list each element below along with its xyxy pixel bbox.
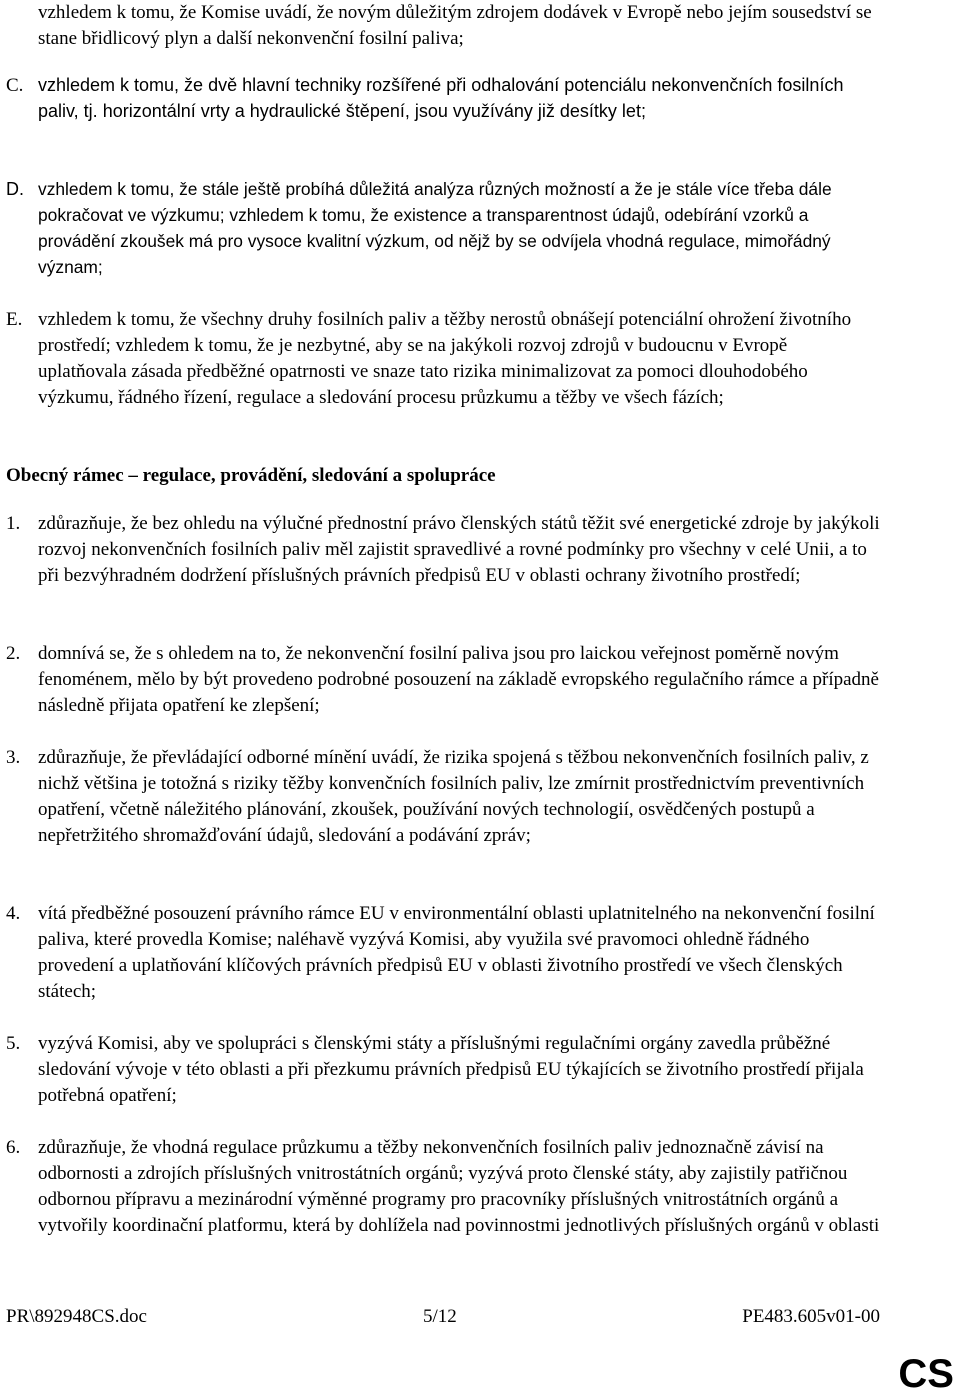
recital-d-number: D. — [6, 179, 24, 199]
footer-pe-reference: PE483.605v01-00 — [742, 1306, 880, 1327]
item-3-number: 3. — [6, 747, 21, 768]
item-5-number: 5. — [6, 1033, 21, 1054]
item-3-text: zdůrazňuje, že převládající odborné mínění uvádí, že rizika spojená s těžbou nekonvenčních fosilních paliv, z nichž většina je totožná s riziky těžby konvenčních fosilních paliv, lze zmírnit prostřednictvím preventivních opatření, včetně náležitého plánování, zkoušek, používání nových technologií, osvědčených postupů a nepřetržitého shromažďování údajů, sledování a podávání zpráv; — [38, 747, 869, 846]
recital-e-text: vzhledem k tomu, že všechny druhy fosilních paliv a těžby nerostů obnášejí potenciální ohrožení životního prostředí; vzhledem k tomu, že je nezbytné, aby se na jakýkoli rozvoj zdrojů v budoucnu v Evropě uplatňovala zásada předběžné opatrnosti ve snaze tato rizika minimalizovat za pomoci dlouhodobého výzkumu, řádného řízení, regulace a sledování procesu průzkumu a těžby ve všech fázích; — [38, 309, 852, 408]
item-1-number: 1. — [6, 513, 21, 534]
section-heading: Obecný rámec – regulace, provádění, sledování a spolupráce — [6, 465, 496, 486]
recital-c-number: C. — [6, 75, 24, 96]
recital-b-continuation: vzhledem k tomu, že Komise uvádí, že novým důležitým zdrojem dodávek v Evropě nebo jejím sousedství se stane břidlicový plyn a další nekonvenční fosilní paliva; — [38, 2, 872, 49]
item-4-text: vítá předběžné posouzení právního rámce EU v environmentální oblasti uplatnitelného na nekonvenční fosilní paliva, které provedla Komise; naléhavě vyzývá Komisi, aby využila své pravomoci ohledně řádného provedení a uplatňování klíčových právních předpisů EU v oblasti životního prostředí ve všech členských státech; — [38, 903, 875, 1002]
recital-d-text: vzhledem k tomu, že stále ještě probíhá důležitá analýza různých možností a že je stále více třeba dále pokračovat ve výzkumu; vzhledem k tomu, že existence a transparentnost údajů, odebírání vzorků a provádění zkoušek má pro vysoce kvalitní výzkum, od nějž by se odvíjela vhodná regulace, mimořádný význam; — [38, 179, 832, 277]
item-5-text: vyzývá Komisi, aby ve spolupráci s členskými státy a příslušnými regulačními orgány zavedla průběžné sledování vývoje v této oblasti a při přezkumu právních předpisů EU týkajících se životního prostředí přijala potřebná opatření; — [38, 1033, 864, 1106]
footer-page-number: 5/12 — [423, 1306, 457, 1327]
item-1-text: zdůrazňuje, že bez ohledu na výlučné přednostní právo členských států těžit své energetické zdroje by jakýkoli rozvoj nekonvenčních fosilních paliv měl zajistit spravedlivé a rovné podmínky pro všechny v celé Unii, a to při bezvýhradném dodržení příslušných právních předpisů EU v oblasti ochrany životního prostředí; — [38, 513, 880, 586]
language-code: CS — [898, 1352, 954, 1396]
item-4-number: 4. — [6, 903, 21, 924]
item-6-number: 6. — [6, 1137, 21, 1158]
footer-doc-reference: PR\892948CS.doc — [6, 1306, 147, 1327]
item-6-text: zdůrazňuje, že vhodná regulace průzkumu a těžby nekonvenčních fosilních paliv jednoznačně závisí na odbornosti a zdrojích příslušných vnitrostátních orgánů; vyzývá proto členské státy, aby zajistily patřičnou odbornou přípravu a mezinárodní výměnné programy pro pracovníky příslušných vnitrostátních orgánů a vytvořily koordinační platformu, která by dohlížela nad povinnostmi jednotlivých příslušných orgánů v oblasti — [38, 1137, 880, 1236]
item-2-text: domnívá se, že s ohledem na to, že nekonvenční fosilní paliva jsou pro laickou veřejnost poměrně novým fenoménem, mělo by být provedeno podrobné posouzení na základě evropského regulačního rámce a případně následně přijata opatření ke zlepšení; — [38, 643, 879, 716]
recital-e-number: E. — [6, 309, 23, 330]
item-2-number: 2. — [6, 643, 21, 664]
recital-c-text: vzhledem k tomu, že dvě hlavní techniky rozšířené při odhalování potenciálu nekonvenčních fosilních paliv, tj. horizontální vrty a hydraulické štěpení, jsou využívány již desítky let; — [38, 75, 844, 121]
